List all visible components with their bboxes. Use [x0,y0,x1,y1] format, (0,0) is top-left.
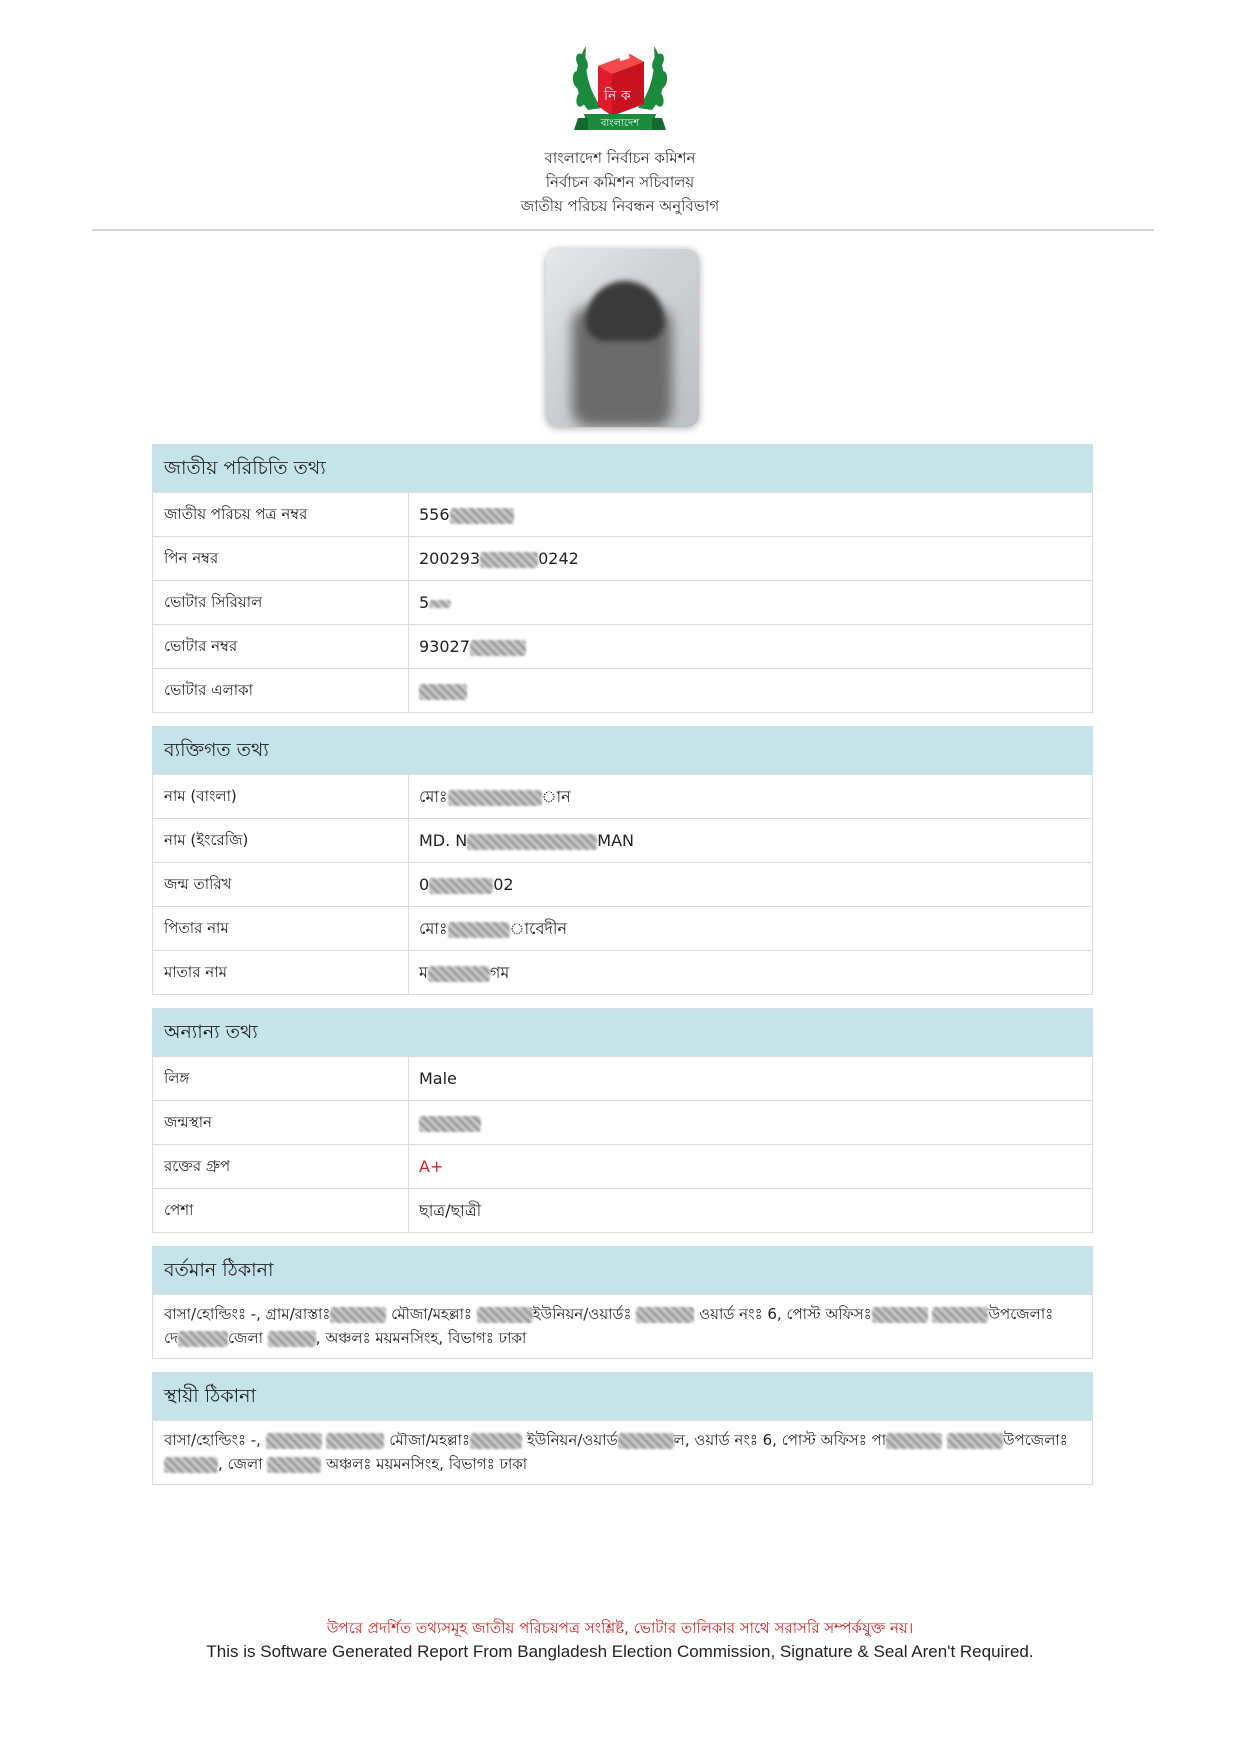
org-division: জাতীয় পরিচয় নিবন্ধন অনুবিভাগ [520,197,720,215]
row-value: মোঃ াবেদীন [419,919,568,938]
emblem-ribbon-text: বাংলাদেশ [600,118,640,129]
row-label: রক্তের গ্রুপ [153,1145,409,1188]
election-commission-emblem [568,32,672,140]
row-label: জন্ম তারিখ [153,863,409,906]
redacted-text [448,922,510,938]
table-row [153,950,1092,994]
row-label: লিঙ্গ [153,1057,409,1100]
row-label: নাম (ইংরেজি) [153,819,409,862]
row-value [409,1101,1092,1144]
section-heading: জাতীয় পরিচিতি তথ্য [153,445,1092,492]
section-heading: ব্যক্তিগত তথ্য [153,727,1092,774]
table-row [153,862,1092,906]
profile-photo [546,249,699,427]
row-label: ভোটার সিরিয়াল [153,581,409,624]
redacted-text [429,600,451,608]
row-label: মাতার নাম [153,951,409,994]
redacted-text [429,878,493,894]
permanent-address-text: বাসা/হোল্ডিংঃ -, মৌজা/মহল্লাঃ ইউনিয়ন/ওয়ার্ড ল, ওয়ার্ড নংঃ 6, পোস্ট অফিসঃ পা উপজেলাঃ , জেলা অঞ্চলঃ ময়মনসিংহ, বিভাগঃ ঢাকা [153,1420,1092,1484]
national-id-section [152,444,1093,713]
row-value: 200293 0242 [419,549,579,568]
row-value: MD. N MAN [419,831,634,850]
table-row [153,624,1092,668]
row-label: ভোটার নম্বর [153,625,409,668]
redacted-text [428,966,490,982]
emblem-letters: নি ক [604,88,631,104]
header-divider [92,229,1154,231]
row-value: ম গম [419,963,510,982]
table-row [153,818,1092,862]
redacted-text [419,1116,481,1132]
row-label: জন্মস্থান [153,1101,409,1144]
section-heading: অন্যান্য তথ্য [153,1009,1092,1056]
table-row [153,1188,1092,1232]
row-label: পিতার নাম [153,907,409,950]
table-row [153,492,1092,536]
personal-info-section [152,726,1093,995]
redacted-text [480,552,538,568]
table-row [153,668,1092,712]
table-row [153,774,1092,818]
redacted-text [450,508,514,524]
row-value: 5 [409,581,1092,624]
section-heading: স্থায়ী ঠিকানা [153,1373,1092,1420]
row-value: 0 02 [419,875,514,894]
row-value: Male [419,1069,457,1088]
info-sections [152,444,1093,1498]
row-value: 556 [409,493,1092,536]
org-name: বাংলাদেশ নির্বাচন কমিশন [544,149,696,167]
table-row [153,536,1092,580]
redacted-text [419,684,467,700]
row-label: নাম (বাংলা) [153,775,409,818]
blood-group-value: A+ [419,1157,444,1176]
table-row [153,1056,1092,1100]
permanent-address-section [152,1372,1093,1485]
redacted-text [470,640,526,656]
table-row [153,906,1092,950]
section-heading: বর্তমান ঠিকানা [153,1247,1092,1294]
redacted-text [467,834,597,850]
row-value: ছাত্র/ছাত্রী [419,1201,482,1220]
row-label: ভোটার এলাকা [153,669,409,712]
disclaimer-bangla: উপরে প্রদর্শিত তথ্যসমূহ জাতীয় পরিচয়পত্র সংশ্লিষ্ট, ভোটার তালিকার সাথে সরাসরি সম্পর্কযুক্ত নয়। [326,1619,914,1637]
redacted-text [448,790,542,806]
table-row [153,1100,1092,1144]
row-value: 93027 [409,625,1092,668]
other-info-section [152,1008,1093,1233]
table-row [153,1144,1092,1188]
row-label: পিন নম্বর [153,537,409,580]
disclaimer-english: This is Software Generated Report From Bangladesh Election Commission, Signature & Seal Aren't Required. [206,1642,1034,1661]
table-row [153,580,1092,624]
present-address-section [152,1246,1093,1359]
org-secretariat: নির্বাচন কমিশন সচিবালয় [545,173,695,191]
present-address-text: বাসা/হোল্ডিংঃ -, গ্রাম/রাস্তাঃ মৌজা/মহল্লাঃ ইউনিয়ন/ওয়ার্ডঃ ওয়ার্ড নংঃ 6, পোস্ট অফিসঃ উপজেলাঃ দে জেলা , অঞ্চলঃ ময়মনসিংহ, বিভাগঃ ঢাকা [153,1294,1092,1358]
row-value: মোঃ ান [419,787,571,806]
row-label: পেশা [153,1189,409,1232]
row-value [409,669,1092,712]
row-label: জাতীয় পরিচয় পত্র নম্বর [153,493,409,536]
